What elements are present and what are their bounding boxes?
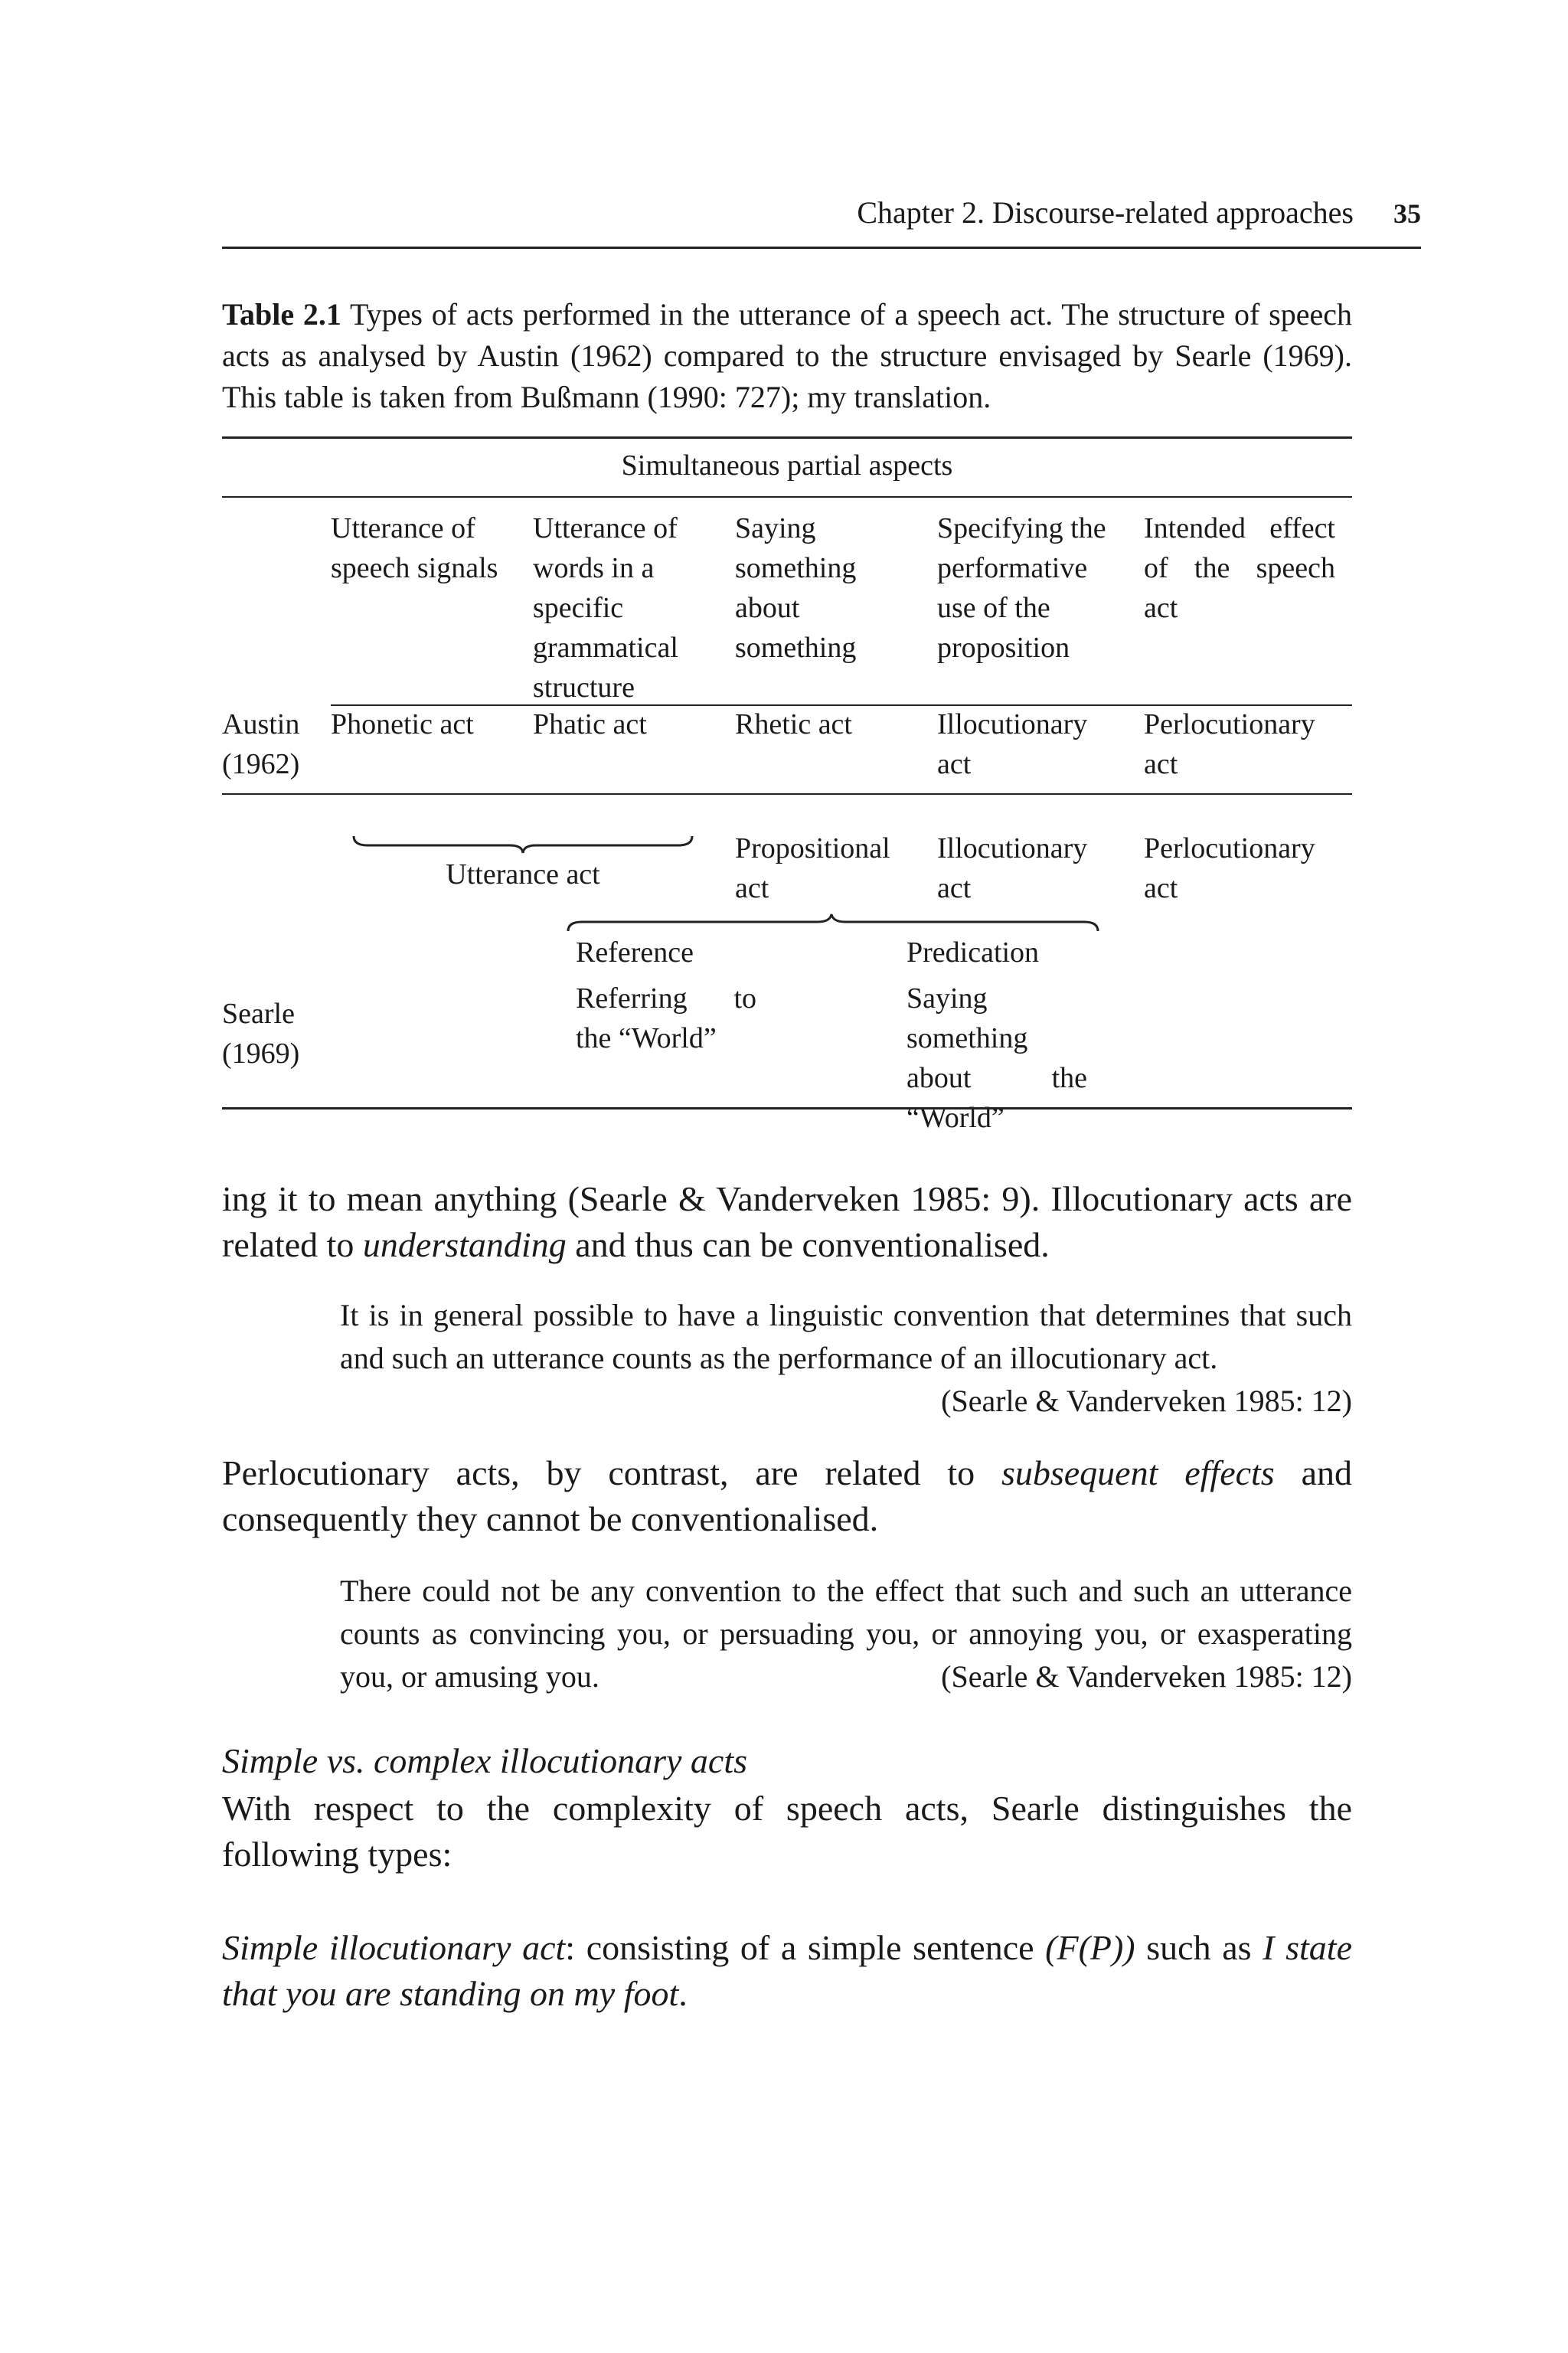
quote-text: There could not be any convention to the effect that such and such an utterance counts as convincing you, or persuading you, or annoying you, or exasperating you, or amusing you. <box>340 1574 1352 1694</box>
text-run: and consequently they cannot be conventionalised. <box>222 1453 1352 1538</box>
aspect-cell: Utterance of words in a specific grammatical structure <box>533 512 678 704</box>
formula: (F(P)) <box>1045 1928 1135 1967</box>
austin-act-cell: Phonetic act <box>331 708 474 740</box>
emphasis: understanding <box>362 1225 567 1264</box>
block-quote <box>340 1294 1352 1423</box>
body-paragraph <box>222 1176 1352 1268</box>
emphasis: subsequent effects <box>1001 1453 1275 1492</box>
table-header-rule <box>222 496 1352 498</box>
body-paragraph <box>222 1925 1352 2017</box>
body-paragraph: With respect to the complexity of speech acts, Searle distinguishes the following types: <box>222 1789 1352 1874</box>
austin-label: Austin (1962) <box>222 708 300 780</box>
austin-act-cell: Perlocutionary act <box>1144 708 1315 780</box>
searle-illocutionary-act: Illocutionary act <box>937 832 1088 904</box>
aspect-cell: Utterance of speech signals <box>331 512 498 584</box>
propositional-act: Propositional act <box>735 832 890 904</box>
table-top-rule <box>222 436 1352 439</box>
utterance-brace <box>352 835 694 853</box>
quote-text: It is in general possible to have a linguistic convention that determines that such and such an utterance counts as the performance of an illocutionary act. <box>340 1298 1352 1375</box>
page-number: 35 <box>1393 198 1421 229</box>
term: Simple illocutionary act <box>222 1928 566 1967</box>
utterance-act: Utterance act <box>446 858 600 891</box>
austin-act-cell: Illocutionary act <box>937 708 1088 780</box>
propositional-brace <box>567 914 1099 933</box>
text-run: ing it to mean anything (Searle & Vanderveken 1985: 9). Illocutionary acts are related to <box>222 1179 1352 1264</box>
table-caption <box>222 294 1352 418</box>
text-run: and thus can be conventionalised. <box>566 1225 1050 1264</box>
table-bottom-rule <box>222 1107 1352 1110</box>
text-run: such as <box>1135 1928 1263 1967</box>
aspect-cell: Saying something about something <box>735 512 857 664</box>
example: I state that you are standing on my foot <box>222 1928 1352 2013</box>
searle-perlocutionary-act: Perlocutionary act <box>1144 832 1315 904</box>
quote-citation: (Searle & Vanderveken 1985: 12) <box>941 1659 1352 1694</box>
block-quote <box>340 1570 1352 1698</box>
header-rule <box>222 247 1421 249</box>
caption-text: Types of acts performed in the utterance of a speech act. The structure of speech acts as analysed by Austin (1962) compared to the structure envisaged by Searle (1969). This table is taken from Bußmann (1990: 727); my translation. <box>222 297 1353 414</box>
table-top-header: Simultaneous partial aspects <box>621 449 953 482</box>
reference-label: Reference <box>576 936 694 969</box>
text-run: . <box>678 1974 688 2013</box>
austin-bottom-rule <box>222 793 1352 795</box>
predication-label: Predication <box>906 936 1040 969</box>
austin-act-cell: Phatic act <box>533 708 647 740</box>
table-label: Table 2.1 <box>222 297 341 332</box>
aspect-cell: Specifying the performative use of the proposition <box>937 512 1106 664</box>
running-title: Chapter 2. Discourse-related approaches <box>857 195 1354 230</box>
predication-description: Saying something about the “World” <box>906 982 1087 1134</box>
section-heading: Simple vs. complex illocutionary acts <box>222 1741 748 1780</box>
reference-description: Referring to the “World” <box>576 982 756 1054</box>
aspect-cell: Intended effect of the speech act <box>1144 512 1335 624</box>
body-paragraph <box>222 1450 1352 1542</box>
running-header <box>222 194 1421 232</box>
austin-act-cell: Rhetic act <box>735 708 852 740</box>
text-run: : consisting of a simple sentence <box>565 1928 1046 1967</box>
text-run: Perlocutionary acts, by contrast, are related to <box>222 1453 1001 1492</box>
searle-label: Searle (1969) <box>222 998 300 1070</box>
quote-citation: (Searle & Vanderveken 1985: 12) <box>941 1384 1352 1418</box>
